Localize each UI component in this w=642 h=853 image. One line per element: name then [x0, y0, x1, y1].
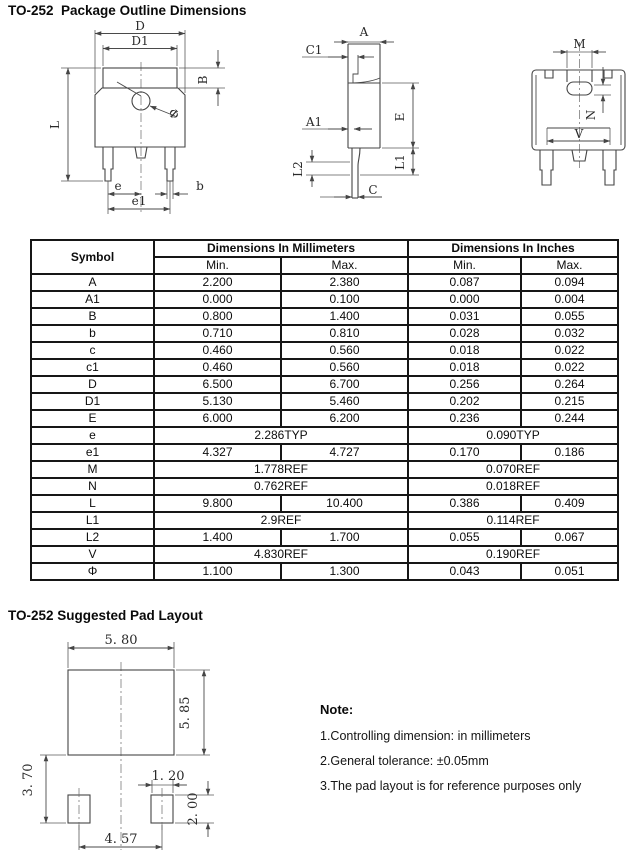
mm-max-cell: 0.560 — [281, 342, 408, 359]
dim-label-L: L — [48, 121, 62, 129]
dim-label-b: b — [196, 179, 204, 193]
col-inches: Dimensions In Inches — [408, 240, 618, 257]
mm-span-cell: 4.830REF — [154, 546, 408, 563]
in-min-cell: 0.170 — [408, 444, 521, 461]
col-in-max: Max. — [521, 257, 618, 274]
symbol-cell: A1 — [31, 291, 154, 308]
note-item: 3.The pad layout is for reference purposes only — [320, 779, 582, 793]
notes-block — [320, 702, 632, 804]
table-row — [31, 478, 618, 495]
side-view-drawing — [290, 18, 440, 220]
symbol-cell: L1 — [31, 512, 154, 529]
symbol-cell: V — [31, 546, 154, 563]
col-mm-min: Min. — [154, 257, 281, 274]
in-min-cell: 0.202 — [408, 393, 521, 410]
pad-dim-pad-height: 2. 00 — [186, 792, 201, 826]
mm-max-cell: 0.560 — [281, 359, 408, 376]
table-row — [31, 461, 618, 478]
in-max-cell: 0.022 — [521, 342, 618, 359]
in-span-cell: 0.018REF — [408, 478, 618, 495]
mm-span-cell: 2.9REF — [154, 512, 408, 529]
dim-label-E: E — [393, 112, 407, 122]
dim-label-e: e — [114, 179, 122, 193]
mm-min-cell: 0.460 — [154, 359, 281, 376]
pad-dim-offset: 3. 70 — [21, 763, 36, 797]
mm-max-cell: 1.700 — [281, 529, 408, 546]
symbol-cell: D — [31, 376, 154, 393]
mm-max-cell: 1.400 — [281, 308, 408, 325]
dim-label-L2: L2 — [291, 161, 305, 177]
dim-label-D1: D1 — [131, 34, 149, 48]
in-min-cell: 0.018 — [408, 359, 521, 376]
in-min-cell: 0.031 — [408, 308, 521, 325]
notes-heading: Note: — [320, 702, 354, 717]
in-max-cell: 0.264 — [521, 376, 618, 393]
dimensions-table — [30, 239, 619, 581]
symbol-cell: L — [31, 495, 154, 512]
symbol-cell: c — [31, 342, 154, 359]
in-max-cell: 0.244 — [521, 410, 618, 427]
mm-min-cell: 0.460 — [154, 342, 281, 359]
pad-layout-drawing — [18, 628, 318, 853]
mm-min-cell: 1.400 — [154, 529, 281, 546]
symbol-cell: c1 — [31, 359, 154, 376]
table-row — [31, 529, 618, 546]
symbol-cell: D1 — [31, 393, 154, 410]
in-max-cell: 0.051 — [521, 563, 618, 580]
in-max-cell: 0.067 — [521, 529, 618, 546]
symbol-cell: B — [31, 308, 154, 325]
mm-min-cell: 9.800 — [154, 495, 281, 512]
in-span-cell: 0.190REF — [408, 546, 618, 563]
dim-label-e1: e1 — [131, 194, 147, 208]
dim-label-V: V — [574, 127, 584, 141]
table-row — [31, 563, 618, 580]
table-row — [31, 444, 618, 461]
col-in-min: Min. — [408, 257, 521, 274]
symbol-cell: M — [31, 461, 154, 478]
table-row — [31, 495, 618, 512]
dim-label-A: A — [359, 25, 369, 39]
symbol-cell: b — [31, 325, 154, 342]
mm-min-cell: 1.100 — [154, 563, 281, 580]
in-min-cell: 0.386 — [408, 495, 521, 512]
in-max-cell: 0.094 — [521, 274, 618, 291]
table-row — [31, 546, 618, 563]
table-row — [31, 376, 618, 393]
col-mm: Dimensions In Millimeters — [154, 240, 408, 257]
symbol-cell: Φ — [31, 563, 154, 580]
note-item: 2.General tolerance: ±0.05mm — [320, 754, 489, 768]
dim-label-M: M — [573, 37, 586, 51]
table-row — [31, 359, 618, 376]
mm-max-cell: 0.810 — [281, 325, 408, 342]
dim-label-N: N — [584, 109, 598, 121]
in-span-cell: 0.114REF — [408, 512, 618, 529]
dim-label-B: B — [196, 75, 210, 85]
in-min-cell: 0.000 — [408, 291, 521, 308]
in-min-cell: 0.256 — [408, 376, 521, 393]
in-max-cell: 0.022 — [521, 359, 618, 376]
front-view-drawing — [28, 18, 263, 220]
symbol-cell: E — [31, 410, 154, 427]
in-max-cell: 0.032 — [521, 325, 618, 342]
mm-max-cell: 5.460 — [281, 393, 408, 410]
in-min-cell: 0.087 — [408, 274, 521, 291]
table-row — [31, 512, 618, 529]
mm-max-cell: 4.727 — [281, 444, 408, 461]
in-min-cell: 0.028 — [408, 325, 521, 342]
col-symbol: Symbol — [31, 240, 154, 274]
mm-min-cell: 6.000 — [154, 410, 281, 427]
pad-dim-pitch: 4. 57 — [104, 832, 138, 847]
mm-min-cell: 4.327 — [154, 444, 281, 461]
in-max-cell: 0.055 — [521, 308, 618, 325]
mm-max-cell: 6.200 — [281, 410, 408, 427]
in-max-cell: 0.004 — [521, 291, 618, 308]
in-min-cell: 0.236 — [408, 410, 521, 427]
symbol-cell: L2 — [31, 529, 154, 546]
mm-max-cell: 0.100 — [281, 291, 408, 308]
in-max-cell: 0.409 — [521, 495, 618, 512]
pad-dim-height: 5. 85 — [178, 696, 193, 730]
pad-dim-pad-width: 1. 20 — [151, 769, 185, 784]
note-item: 1.Controlling dimension: in millimeters — [320, 729, 531, 743]
mm-max-cell: 10.400 — [281, 495, 408, 512]
in-min-cell: 0.043 — [408, 563, 521, 580]
table-row — [31, 291, 618, 308]
symbol-cell: N — [31, 478, 154, 495]
back-view-drawing — [465, 18, 640, 220]
pad-layout-title: TO-252 Suggested Pad Layout — [8, 608, 203, 623]
mm-max-cell: 2.380 — [281, 274, 408, 291]
mm-span-cell: 2.286TYP — [154, 427, 408, 444]
table-header-row — [31, 240, 618, 257]
dim-label-L1: L1 — [393, 154, 407, 170]
mm-span-cell: 1.778REF — [154, 461, 408, 478]
mm-min-cell: 0.800 — [154, 308, 281, 325]
page-title: TO-252 Package Outline Dimensions — [8, 3, 247, 18]
dim-label-C1: C1 — [305, 43, 323, 57]
in-max-cell: 0.215 — [521, 393, 618, 410]
in-span-cell: 0.090TYP — [408, 427, 618, 444]
symbol-cell: e — [31, 427, 154, 444]
symbol-cell: e1 — [31, 444, 154, 461]
dim-label-D: D — [135, 19, 145, 33]
pad-dim-width: 5. 80 — [104, 633, 138, 648]
dim-label-phi: Φ — [165, 105, 183, 123]
table-row — [31, 325, 618, 342]
mm-min-cell: 6.500 — [154, 376, 281, 393]
mm-min-cell: 0.710 — [154, 325, 281, 342]
mm-min-cell: 2.200 — [154, 274, 281, 291]
in-min-cell: 0.055 — [408, 529, 521, 546]
mm-max-cell: 6.700 — [281, 376, 408, 393]
in-min-cell: 0.018 — [408, 342, 521, 359]
col-mm-max: Max. — [281, 257, 408, 274]
table-row — [31, 274, 618, 291]
in-span-cell: 0.070REF — [408, 461, 618, 478]
mm-min-cell: 5.130 — [154, 393, 281, 410]
mm-max-cell: 1.300 — [281, 563, 408, 580]
in-max-cell: 0.186 — [521, 444, 618, 461]
dim-label-C: C — [368, 183, 378, 197]
symbol-cell: A — [31, 274, 154, 291]
mm-span-cell: 0.762REF — [154, 478, 408, 495]
table-row — [31, 342, 618, 359]
table-row — [31, 410, 618, 427]
mm-min-cell: 0.000 — [154, 291, 281, 308]
table-row — [31, 308, 618, 325]
dim-label-A1: A1 — [305, 115, 323, 129]
table-row — [31, 427, 618, 444]
table-row — [31, 393, 618, 410]
